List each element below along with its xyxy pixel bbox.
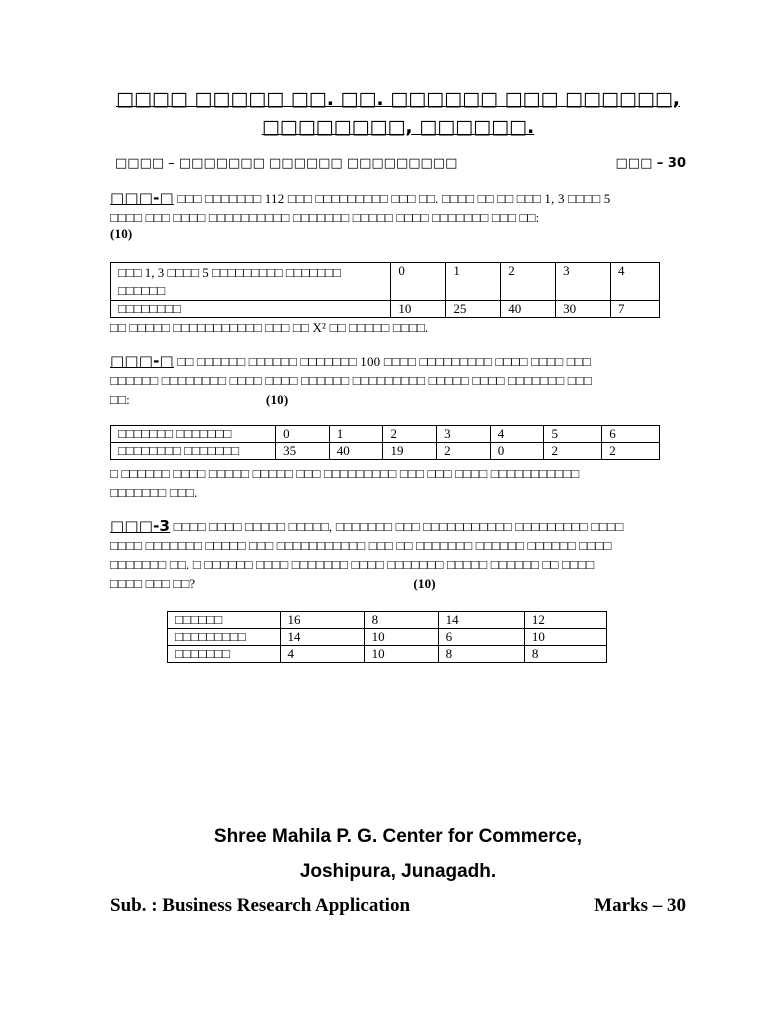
table-cell: 8	[438, 646, 524, 663]
question-1-label: □□□-□	[110, 189, 174, 207]
table-cell: 0	[490, 443, 544, 460]
table-cell-label: □□□□□□□	[168, 646, 281, 663]
table-row	[168, 612, 607, 629]
question-3-text-a: □□□□ □□□□ □□□□□ □□□□□, □□□□□□□ □□□ □□□□□□□□□□□ □□□□□□□□□ □□□□	[173, 519, 624, 534]
table-cell: 4	[490, 426, 544, 443]
question-1-text-a: □□□ □□□□□□□ 112 □□□ □□□□□□□□□ □□□ □□. □□□□ □□ □□ □□□ 1, 3 □□□□ 5	[177, 191, 611, 206]
question-2-after	[110, 464, 686, 502]
subject-line-guj	[110, 156, 686, 174]
table-cell: 14	[438, 612, 524, 629]
table-cell: 10	[364, 629, 438, 646]
table-cell: 4	[611, 263, 660, 301]
table-cell: 2	[383, 426, 437, 443]
table-cell: 7	[611, 301, 660, 318]
table-cell: 6	[602, 426, 660, 443]
question-2-after-a: □ □□□□□□ □□□□ □□□□□ □□□□□ □□□ □□□□□□□□□ □□□ □□□ □□□□ □□□□□□□□□□□	[110, 466, 580, 481]
table-cell: 10	[391, 301, 446, 318]
table-row	[111, 426, 660, 443]
question-2-text-a: □□ □□□□□□ □□□□□□ □□□□□□□ 100 □□□□ □□□□□□□□□ □□□□ □□□□ □□□	[177, 354, 591, 369]
table-cell: 2	[501, 263, 556, 301]
table-cell-label: □□□□□□□ □□□□□□□	[111, 426, 276, 443]
table-cell-label: □□□ 1, 3 □□□□ 5 □□□□□□□□□ □□□□□□□ □□□□□□	[111, 263, 391, 301]
college-title-en-line1: Shree Mahila P. G. Center for Commerce,	[213, 826, 583, 847]
question-3-table	[167, 611, 607, 663]
subject-line-en	[110, 895, 686, 919]
table-cell: 40	[329, 443, 383, 460]
marks-guj: □□□ – 30	[615, 156, 686, 171]
table-cell: 8	[364, 612, 438, 629]
table-cell: 2	[437, 443, 491, 460]
question-1-after-text: □□ □□□□□ □□□□□□□□□□□ □□□ □□ X² □□ □□□□□ □□□□.	[110, 320, 429, 335]
subject-guj: □□□□ – □□□□□□□ □□□□□□ □□□□□□□□□	[115, 156, 458, 171]
table-cell: 40	[501, 301, 556, 318]
question-2-marks: (10)	[265, 392, 289, 407]
table-cell: 35	[276, 443, 330, 460]
table-cell: 6	[438, 629, 524, 646]
question-1	[110, 189, 686, 241]
table-cell: 0	[276, 426, 330, 443]
table-cell: 10	[524, 629, 606, 646]
question-1-table	[110, 262, 660, 318]
table-cell: 0	[391, 263, 446, 301]
table-cell: 1	[329, 426, 383, 443]
question-2-label: □□□-□	[110, 352, 174, 370]
table-cell: 30	[556, 301, 611, 318]
table-cell: 2	[602, 443, 660, 460]
table-cell-label: □□□□□□□□□	[168, 629, 281, 646]
table-row	[111, 301, 660, 318]
college-title-en-line2: Joshipura, Junagadh.	[299, 861, 497, 882]
question-3	[110, 517, 686, 593]
marks-en: Marks – 30	[594, 895, 686, 916]
table-cell: 10	[364, 646, 438, 663]
question-3-text-c: □□□□□□□ □□. □ □□□□□□ □□□□ □□□□□□□ □□□□ □□□□□□□ □□□□□ □□□□□□ □□ □□□□	[110, 557, 595, 572]
table-row	[168, 629, 607, 646]
table-row	[111, 443, 660, 460]
question-3-text-d: □□□□ □□□ □□?	[110, 576, 196, 591]
question-2	[110, 352, 686, 409]
table-cell-label: □□□□□□□□ □□□□□□□	[111, 443, 276, 460]
subject-en: Sub. : Business Research Application	[110, 895, 411, 916]
table-cell: 4	[280, 646, 364, 663]
question-2-text-c: □□:	[110, 392, 130, 407]
table-cell: 8	[524, 646, 606, 663]
question-1-text-b: □□□□ □□□ □□□□ □□□□□□□□□□ □□□□□□□ □□□□□ □□□□ □□□□□□□ □□□ □□:	[110, 210, 540, 225]
table-cell: 2	[544, 443, 602, 460]
college-title-guj-line1: □□□□ □□□□□ □□. □□. □□□□□□ □□□ □□□□□□,	[116, 88, 680, 110]
table-cell: 1	[446, 263, 501, 301]
table-row	[168, 646, 607, 663]
table-cell: 3	[437, 426, 491, 443]
table-cell: 14	[280, 629, 364, 646]
table-cell: 5	[544, 426, 602, 443]
table-cell: 3	[556, 263, 611, 301]
table-cell-label: □□□□□□□□	[111, 301, 391, 318]
question-2-table	[110, 425, 660, 460]
question-2-after-b: □□□□□□□ □□□.	[110, 485, 198, 500]
table-row	[111, 263, 660, 301]
table-cell: 16	[280, 612, 364, 629]
table-cell: 12	[524, 612, 606, 629]
table-cell: 19	[383, 443, 437, 460]
question-2-text-b: □□□□□□ □□□□□□□□ □□□□ □□□□ □□□□□□ □□□□□□□□□ □□□□□ □□□□ □□□□□□□ □□□	[110, 373, 592, 388]
question-3-marks: (10)	[413, 576, 436, 591]
college-title-guj-line2: □□□□□□□□, □□□□□□.	[261, 116, 535, 138]
question-1-marks: (10)	[110, 226, 133, 241]
table-cell: 25	[446, 301, 501, 318]
question-3-label: □□□-3	[110, 517, 171, 535]
question-3-text-b: □□□□ □□□□□□□ □□□□□ □□□ □□□□□□□□□□□ □□□ □□ □□□□□□□ □□□□□□ □□□□□□ □□□□	[110, 538, 612, 553]
table-cell-label: □□□□□□	[168, 612, 281, 629]
